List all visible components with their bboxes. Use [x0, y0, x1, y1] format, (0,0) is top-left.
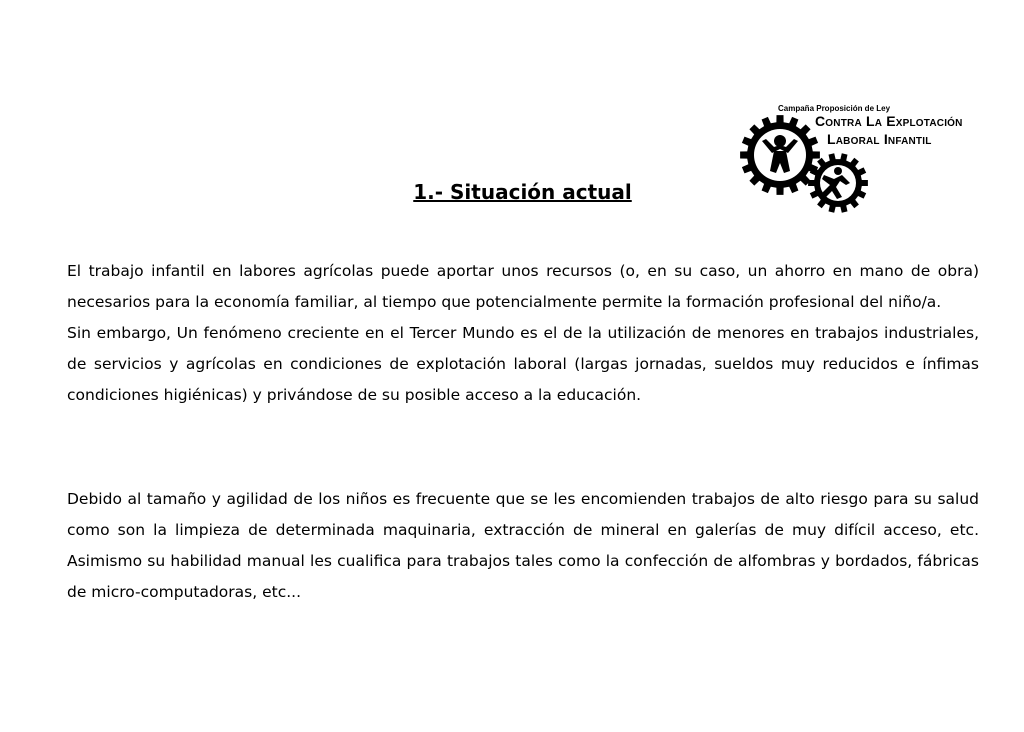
- logo-title-line1: Contra La Explotación: [815, 113, 963, 129]
- logo-subtitle: Campaña Proposición de Ley: [778, 104, 891, 113]
- paragraph-1: El trabajo infantil en labores agrícolas puede aportar unos recursos (o, en su caso, un ahorro en mano de obra) necesarios para la economía familiar, al tiempo que potencialmente permite la formación profesional del niño/a.: [67, 262, 979, 311]
- logo-title-line2: Laboral Infantil: [827, 131, 932, 147]
- paragraph-2: Sin embargo, Un fenómeno creciente en el Tercer Mundo es el de la utilización de menores en trabajos industriales, de servicios y agrícolas en condiciones de explotación laboral (largas jornadas, sueldos muy reducidos e ínfimas condiciones higiénicas) y privándose de su posible acceso a la educación.: [67, 324, 979, 404]
- document-title: 1.- Situación actual: [413, 180, 632, 204]
- paragraph-3: Debido al tamaño y agilidad de los niños es frecuente que se les encomienden trabajos de alto riesgo para su salud como son la limpieza de determinada maquinaria, extracción de mineral en galerías de muy difícil acceso, etc. Asimismo su habilidad manual les cualifica para trabajos tales como la confección de alfombras y bordados, fábricas de micro-computadoras, etc...: [67, 490, 979, 601]
